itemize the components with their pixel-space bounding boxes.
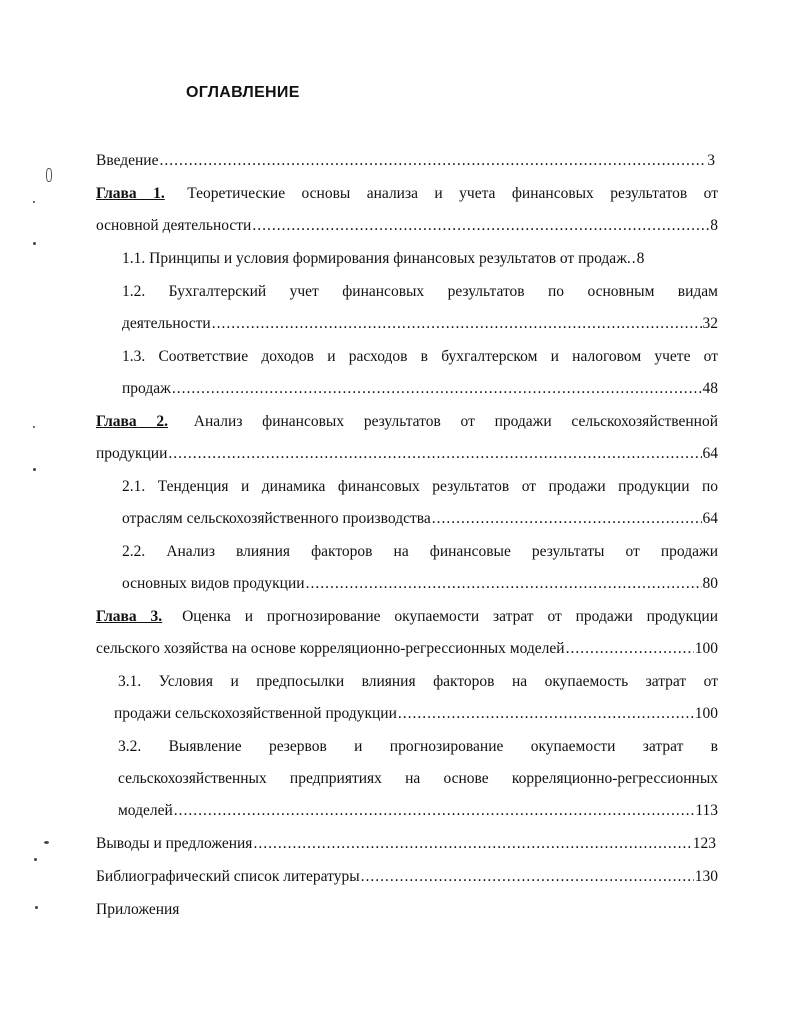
leader-dots [212,314,702,334]
leader-dots [159,151,706,171]
section-3-2-title-line3: моделей [118,802,173,819]
chapter-2-page: 64 [702,445,718,462]
toc-section-2-1-cont[interactable] [122,509,718,529]
toc-section-1-3-cont[interactable] [122,379,718,399]
section-1-1-page: 8 [636,250,645,267]
bibliography-page: 130 [694,868,718,885]
chapter-3-title-line2: сельского хозяйства на основе корреляционно-регрессионных моделей [96,640,565,657]
section-1-3-title-line2: продаж [122,380,171,397]
toc-section-3-2-cont[interactable] [118,801,718,821]
toc-chapter-1[interactable] [96,184,718,204]
chapter-1-label: Глава 1. [96,185,165,202]
leader-dots [432,509,702,529]
toc-section-2-1[interactable]: 2.1. Тенденция и динамика финансовых результатов от продажи продукции по [122,478,718,495]
toc-chapter-2[interactable] [96,412,718,432]
toc-intro[interactable] [96,151,715,171]
leader-dots: .. [626,250,637,267]
toc-section-3-2-line2: сельскохозяйственных предприятиях на основе корреляционно-регрессионных [118,770,718,787]
section-1-1-title: 1.1. Принципы и условия формирования финансовых результатов от продаж [122,250,627,267]
conclusions-label: Выводы и предложения [96,835,253,852]
toc-chapter-3-cont[interactable] [96,639,718,659]
chapter-1-page: 8 [710,217,718,234]
chapter-3-page: 100 [694,640,718,657]
toc-section-1-2[interactable]: 1.2. Бухгалтерский учет финансовых результатов по основным видам [122,283,718,300]
section-2-1-page: 64 [702,510,718,527]
leader-dots [174,801,695,821]
section-3-2-page: 113 [695,802,718,819]
bibliography-label: Библиографический список литературы [96,868,360,885]
leader-dots [361,867,694,887]
section-2-2-title-line2: основных видов продукции [122,575,305,592]
chapter-1-title-line1: Теоретические основы анализа и учета финансовых результатов от [187,185,719,202]
leader-dots [566,639,694,659]
toc-intro-label: Введение [96,152,159,169]
leader-dots [252,216,709,236]
toc-section-3-1[interactable]: 3.1. Условия и предпосылки влияния факторов на окупаемость затрат от [118,673,718,690]
section-1-3-page: 48 [702,380,718,397]
page-title: ОГЛАВЛЕНИЕ [186,84,300,101]
toc-chapter-2-cont[interactable] [96,444,718,464]
chapter-3-label: Глава 3. [96,608,163,625]
leader-dots [306,574,702,594]
appendices-label: Приложения [96,901,180,918]
toc-section-2-2-cont[interactable] [122,574,718,594]
toc-intro-page: 3 [707,152,715,169]
chapter-1-title-line2: основной деятельности [96,217,252,234]
toc-section-1-1[interactable] [122,249,718,269]
section-2-1-title-line2: отраслям сельскохозяйственного производства [122,510,431,527]
toc-bibliography[interactable] [96,867,718,887]
section-3-1-title-line2: продажи сельскохозяйственной продукции [114,705,397,722]
chapter-2-label: Глава 2. [96,413,169,430]
toc-chapter-3[interactable] [96,607,718,627]
conclusions-page: 123 [692,835,716,852]
toc-section-3-1-cont[interactable] [114,704,718,724]
section-1-2-page: 32 [702,315,718,332]
toc-section-2-2[interactable]: 2.2. Анализ влияния факторов на финансовые результаты от продажи [122,543,718,560]
leader-dots [398,704,694,724]
toc-section-1-3[interactable]: 1.3. Соответствие доходов и расходов в бухгалтерском и налоговом учете от [122,348,718,365]
leader-dots [253,834,691,854]
chapter-2-title-line2: продукции [96,445,168,462]
toc-chapter-1-cont[interactable] [96,216,718,236]
section-2-2-page: 80 [702,575,718,592]
toc-section-1-2-cont[interactable] [122,314,718,334]
chapter-3-title-line1: Оценка и прогнозирование окупаемости затрат от продажи продукции [182,608,719,625]
leader-dots [168,444,701,464]
section-1-2-title-line2: деятельности [122,315,211,332]
chapter-2-title-line1: Анализ финансовых результатов от продажи сельскохозяйственной [193,413,719,430]
toc-appendices[interactable] [96,900,179,920]
toc-section-3-2[interactable]: 3.2. Выявление резервов и прогнозирование окупаемости затрат в [118,738,718,755]
toc-conclusions[interactable] [96,834,716,854]
leader-dots [172,379,702,399]
section-3-1-page: 100 [694,705,718,722]
